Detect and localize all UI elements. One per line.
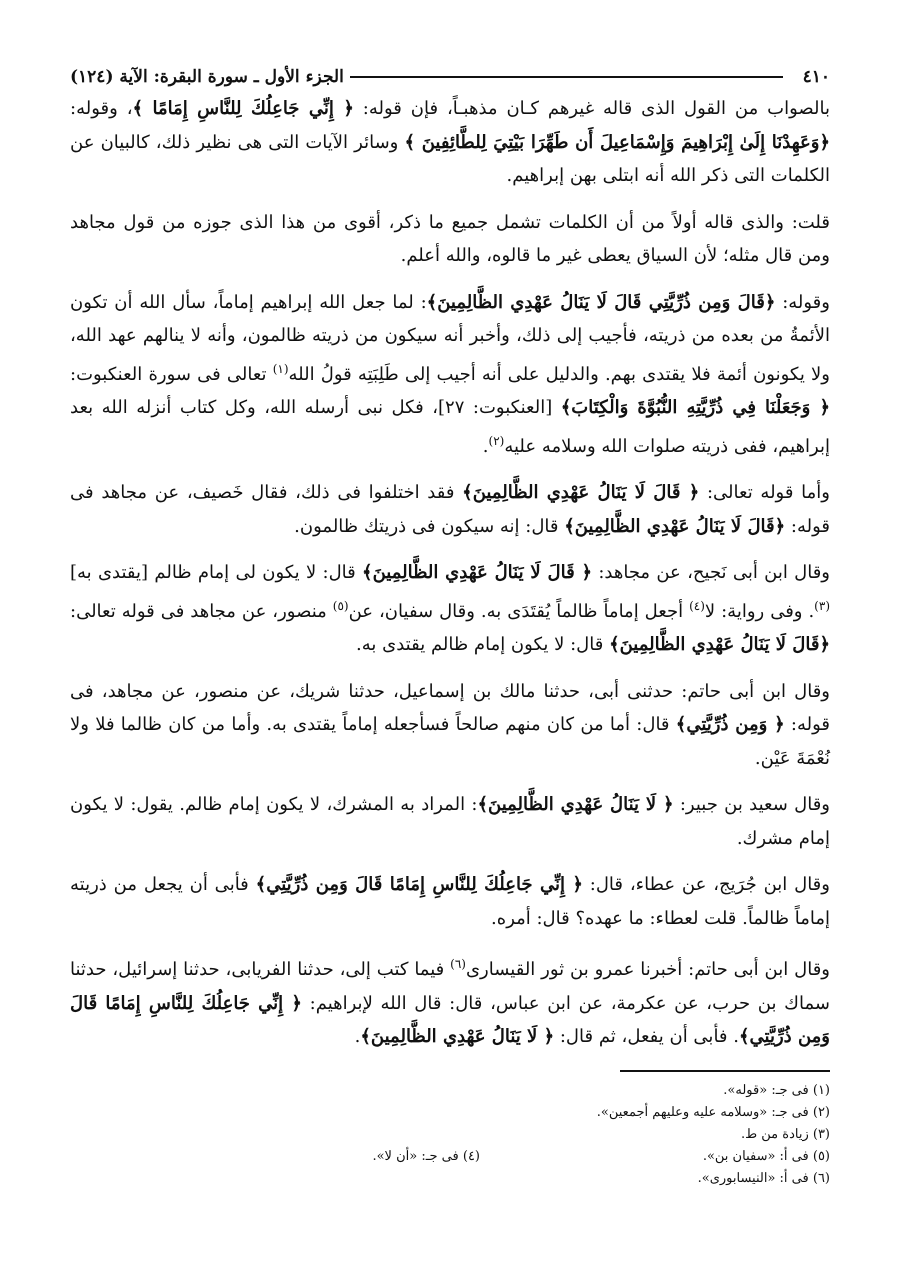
paragraph: وقال ابن أبى نَجيح، عن مجاهد: ﴿ قَالَ لَا يَنَالُ عَهْدِي الظَّالِمِينَ﴾ قال: لا يكون لى إمام ظالم [يقتدى به]$^{(٣)}$. وفى رواية: لا$^{(٤)}$ أجعل إماماً ظالماً يُقتَدَى به. وقال سفيان، عن$^{(٥)}$ منصور، عن مجاهد فى قوله تعالى: ﴿قَالَ لَا يَنَالُ عَهْدِي الظَّالِمِينَ﴾ قال: لا يكون إمام ظالم يقتدى به.	[70, 562, 830, 655]
footnote-row	[130, 1146, 830, 1168]
footnote: (٥) فى أ: «سفيان بن».	[702, 1149, 830, 1164]
quran-quote: ﴿ قَالَ لَا يَنَالُ عَهْدِي الظَّالِمِينَ﴾	[462, 482, 700, 503]
footnote: (٦) فى أ: «النيسابورى».	[697, 1171, 830, 1186]
footnote: (٢) فى جـ: «وسلامه عليه وعليهم أجمعين».	[596, 1105, 830, 1120]
paragraph: وقال سعيد بن جبير: ﴿ لَا يَنَالُ عَهْدِي الظَّالِمِينَ﴾: المراد به المشرك، لا يكون إمام ظالم. يقول: لا يكون إمام مشرك.	[70, 794, 830, 849]
footnote-row	[130, 1124, 830, 1146]
quran-quote: ﴿وَعَهِدْنَا إِلَىٰ إِبْرَاهِيمَ وَإِسْمَاعِيلَ أَن طَهِّرَا بَيْتِيَ لِلطَّائِفِينَ ﴾	[404, 131, 830, 153]
quran-quote: ﴿ لَا يَنَالُ عَهْدِي الظَّالِمِينَ﴾	[360, 1026, 555, 1047]
paragraph: وقوله: ﴿قَالَ وَمِن ذُرِّيَّتِي قَالَ لَا يَنَالُ عَهْدِي الظَّالِمِينَ﴾: لما جعل الله إبراهيم إماماً، سأل الله أن تكون الأئمةُ من بعده من ذريته، فأجيب إلى ذلك، وأخبر أنه سيكون من ذريته ظالمون، وأنه لا ينالهم عهد الله، ولا يكونون أئمة فلا يقتدى بهم. والدليل على أنه أجيب إلى طَلِبَتِه قولُ الله$^{(١)}$ تعالى فى سورة العنكبوت: ﴿ وَجَعَلْنَا فِي ذُرِّيَّتِهِ النُّبُوَّةَ وَالْكِتَابَ﴾ [العنكبوت: ٢٧]، فكل نبى أرسله الله، وكل كتاب أنزله الله بعد إبراهيم، ففى ذريته صلوات الله وسلامه عليه$^{(٢)}$.	[70, 291, 830, 457]
footnote-ref: (٤)	[689, 598, 705, 613]
quran-quote: ﴿ لَا يَنَالُ عَهْدِي الظَّالِمِينَ﴾	[477, 794, 674, 815]
footnote: (٣) زيادة من ط.	[740, 1127, 830, 1142]
header-rule	[350, 76, 783, 78]
footnote-ref: (٥)	[332, 598, 349, 613]
paragraph: وقال ابن أبى حاتم: أخبرنا عمرو بن ثور القيسارى$^{(٦)}$ فيما كتب إلى، حدثنا الفريابى، حدثنا إسرائيل، حدثنا سماك بن حرب، عن عكرمة، عن ابن عباس، قال: قال الله لإبراهيم: ﴿ إِنِّي جَاعِلُكَ لِلنَّاسِ إِمَامًا قَالَ وَمِن ذُرِّيَّتِي﴾. فأبى أن يفعل، ثم قال: ﴿ لَا يَنَالُ عَهْدِي الظَّالِمِينَ﴾.	[70, 957, 830, 1047]
quran-quote: ﴿قَالَ لَا يَنَالُ عَهْدِي الظَّالِمِينَ﴾	[564, 515, 786, 537]
footnotes	[130, 1080, 830, 1190]
running-header	[70, 62, 830, 92]
footnote: (٤) فى جـ: «أن لا».	[372, 1149, 480, 1164]
quran-quote: ﴿قَالَ وَمِن ذُرِّيَّتِي قَالَ لَا يَنَالُ عَهْدِي الظَّالِمِينَ﴾	[426, 291, 776, 313]
footnote-row	[130, 1102, 830, 1124]
paragraph: وقال ابن جُرَيج، عن عطاء، قال: ﴿ إِنِّي جَاعِلُكَ لِلنَّاسِ إِمَامًا قَالَ وَمِن ذُرِّيَّتِي﴾ فأبى أن يجعل من ذريته إماماً ظالماً. قلت لعطاء: ما عهده؟ قال: أمره.	[70, 874, 830, 929]
quran-quote: ﴿قَالَ لَا يَنَالُ عَهْدِي الظَّالِمِينَ﴾	[609, 634, 830, 655]
quran-quote: ﴿ وَمِن ذُرِّيَّتِي﴾	[675, 714, 785, 735]
quran-quote: ﴿ إِنِّي جَاعِلُكَ لِلنَّاسِ إِمَامًا قَالَ وَمِن ذُرِّيَّتِي﴾	[255, 874, 583, 895]
paragraph: وأما قوله تعالى: ﴿ قَالَ لَا يَنَالُ عَهْدِي الظَّالِمِينَ﴾ فقد اختلفوا فى ذلك، فقال خَصيف، عن مجاهد فى قوله: ﴿قَالَ لَا يَنَالُ عَهْدِي الظَّالِمِينَ﴾ قال: إنه سيكون فى ذريتك ظالمون.	[70, 482, 830, 537]
quran-quote: ﴿ وَجَعَلْنَا فِي ذُرِّيَّتِهِ النُّبُوَّةَ وَالْكِتَابَ﴾	[560, 397, 830, 418]
quran-quote: ﴿ إِنِّي جَاعِلُكَ لِلنَّاسِ إِمَامًا قَالَ وَمِن ذُرِّيَّتِي﴾	[70, 992, 830, 1047]
paragraph: وقال ابن أبى حاتم: حدثنى أبى، حدثنا مالك بن إسماعيل، حدثنا شريك، عن منصور، عن مجاهد، فى قوله: ﴿ وَمِن ذُرِّيَّتِي﴾ قال: أما من كان منهم صالحاً فسأجعله إماماً يقتدى به. وأما من كان ظالما فلا ولا نُعْمَةَ عَيْن.	[70, 680, 830, 769]
footnote-separator	[620, 1070, 830, 1072]
footnote-row	[130, 1168, 830, 1190]
footnote-ref: (١)	[272, 361, 289, 376]
quran-quote: ﴿ إِنِّي جَاعِلُكَ لِلنَّاسِ إِمَامًا ﴾	[132, 98, 354, 119]
page-number: ٤١٠	[802, 67, 830, 87]
footnote-ref: (٢)	[488, 433, 505, 448]
paragraph: بالصواب من القول الذى قاله غيرهم كـان مذهبـاً، فإن قوله: ﴿ إِنِّي جَاعِلُكَ لِلنَّاسِ إِمَامًا ﴾، وقوله: ﴿وَعَهِدْنَا إِلَىٰ إِبْرَاهِيمَ وَإِسْمَاعِيلَ أَن طَهِّرَا بَيْتِيَ لِلطَّائِفِينَ ﴾ وسائر الآيات التى هى نظير ذلك، كالبيان عن الكلمات التى ذكر الله أنه ابتلى بهن إبراهيم.	[70, 98, 830, 186]
body-text	[70, 92, 830, 1054]
footnote-ref: (٣)	[814, 598, 830, 613]
paragraph: قلت: والذى قاله أولاً من أن الكلمات تشمل جميع ما ذكر، أقوى من هذا الذى جوزه من قول مجاهد ومن قال مثله؛ لأن السياق يعطى غير ما قالوه، والله أعلم.	[70, 211, 831, 266]
footnote-row	[130, 1080, 830, 1102]
page	[70, 62, 830, 1054]
quran-quote: ﴿ قَالَ لَا يَنَالُ عَهْدِي الظَّالِمِينَ﴾	[362, 562, 593, 583]
footnote: (١) فى جـ: «قوله».	[723, 1083, 830, 1098]
running-title: الجزء الأول ـ سورة البقرة: الآية (١٢٤)	[70, 67, 344, 87]
footnote-ref: (٦)	[450, 957, 466, 971]
